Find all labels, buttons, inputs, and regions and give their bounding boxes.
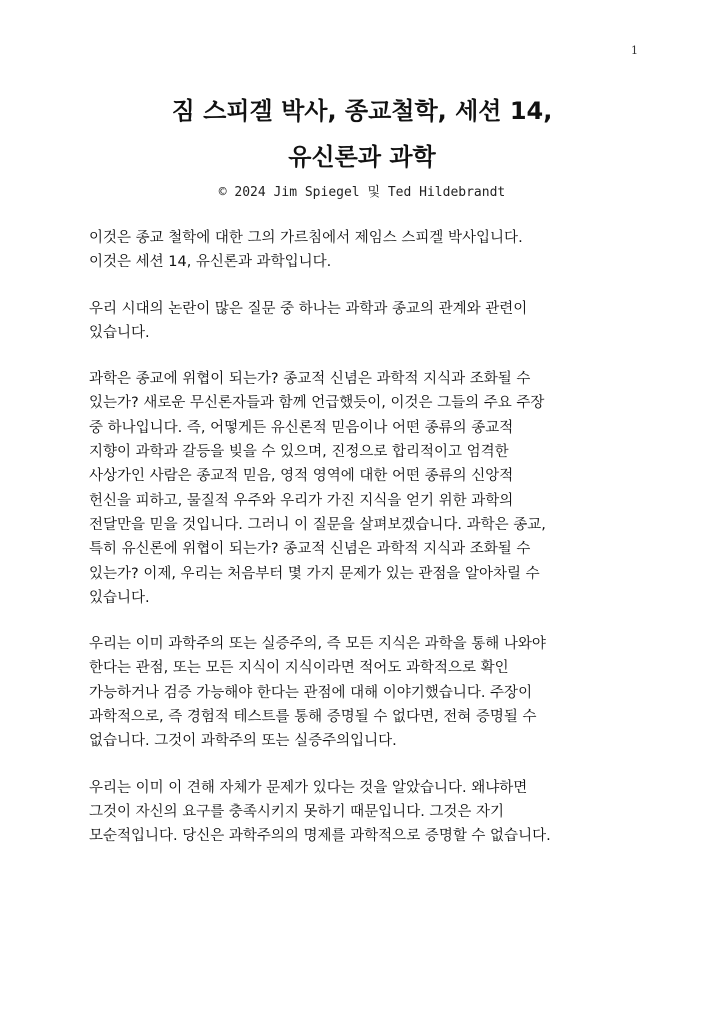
paragraph-line: 우리는 이미 과학주의 또는 실증주의, 즉 모든 지식은 과학을 통해 나와야 — [89, 636, 546, 653]
paragraph-line: 중 하나입니다. 즉, 어떻게든 유신론적 믿음이나 어떤 종류의 종교적 — [89, 419, 514, 436]
paragraph-2 — [89, 297, 649, 346]
paragraph-4 — [89, 632, 649, 753]
copyright-notice: © 2024 Jim Spiegel 및 Ted Hildebrandt — [218, 185, 506, 200]
paragraph-line: 한다는 관점, 또는 모든 지식이 지식이라면 적어도 과학적으로 확인 — [89, 660, 509, 677]
paragraph-line: 없습니다. 그것이 과학주의 또는 실증주의입니다. — [89, 733, 397, 750]
document-body — [89, 226, 649, 871]
paragraph-line: 우리 시대의 논란이 많은 질문 중 하나는 과학과 종교의 관계와 관련이 — [89, 300, 528, 317]
paragraph-line: 모순적입니다. 당신은 과학주의의 명제를 과학적으로 증명할 수 없습니다. — [89, 828, 551, 845]
paragraph-line: 이것은 세션 14, 유신론과 과학입니다. — [89, 254, 332, 271]
paragraph-line: 있는가? 새로운 무신론자들과 함께 언급했듯이, 이것은 그들의 주요 주장 — [89, 395, 545, 412]
paragraph-1 — [89, 226, 649, 275]
paragraph-line: 있습니다. — [89, 324, 150, 341]
paragraph-3 — [89, 367, 649, 610]
paragraph-line: 사상가인 사람은 종교적 믿음, 영적 영역에 대한 어떤 종류의 신앙적 — [89, 468, 514, 485]
paragraph-line: 지향이 과학과 갈등을 빚을 수 있으며, 진정으로 합리적이고 엄격한 — [89, 444, 509, 461]
paragraph-line: 그것이 자신의 요구를 충족시키지 못하기 때문입니다. 그것은 자기 — [89, 803, 505, 820]
paragraph-line: 가능하거나 검증 가능해야 한다는 관점에 대해 이야기했습니다. 주장이 — [89, 684, 533, 701]
paragraph-line: 우리는 이미 이 견해 자체가 문제가 있다는 것을 알았습니다. 왜냐하면 — [89, 779, 528, 796]
paragraph-line: 있습니다. — [89, 589, 150, 606]
document-title-line-2: 유신론과 과학 — [288, 143, 436, 171]
document-title-line-1: 짐 스피겔 박사, 종교철학, 세션 14, — [171, 97, 553, 125]
paragraph-line: 과학은 종교에 위협이 되는가? 종교적 신념은 과학적 지식과 조화될 수 — [89, 371, 531, 388]
paragraph-line: 헌신을 피하고, 물질적 우주와 우리가 가진 지식을 얻기 위한 과학의 — [89, 492, 514, 509]
paragraph-line: 있는가? 이제, 우리는 처음부터 몇 가지 문제가 있는 관점을 알아차릴 수 — [89, 565, 540, 582]
paragraph-line: 과학적으로, 즉 경험적 테스트를 통해 증명될 수 없다면, 전혀 증명될 수 — [89, 709, 537, 726]
paragraph-line: 특히 유신론에 위협이 되는가? 종교적 신념은 과학적 지식과 조화될 수 — [89, 541, 531, 558]
paragraph-line: 전달만을 믿을 것입니다. 그러니 이 질문을 살펴보겠습니다. 과학은 종교, — [89, 516, 546, 533]
page-number: 1 — [631, 44, 638, 57]
paragraph-5 — [89, 776, 649, 849]
paragraph-line: 이것은 종교 철학에 대한 그의 가르침에서 제임스 스피겔 박사입니다. — [89, 230, 523, 246]
document-header — [0, 88, 724, 202]
